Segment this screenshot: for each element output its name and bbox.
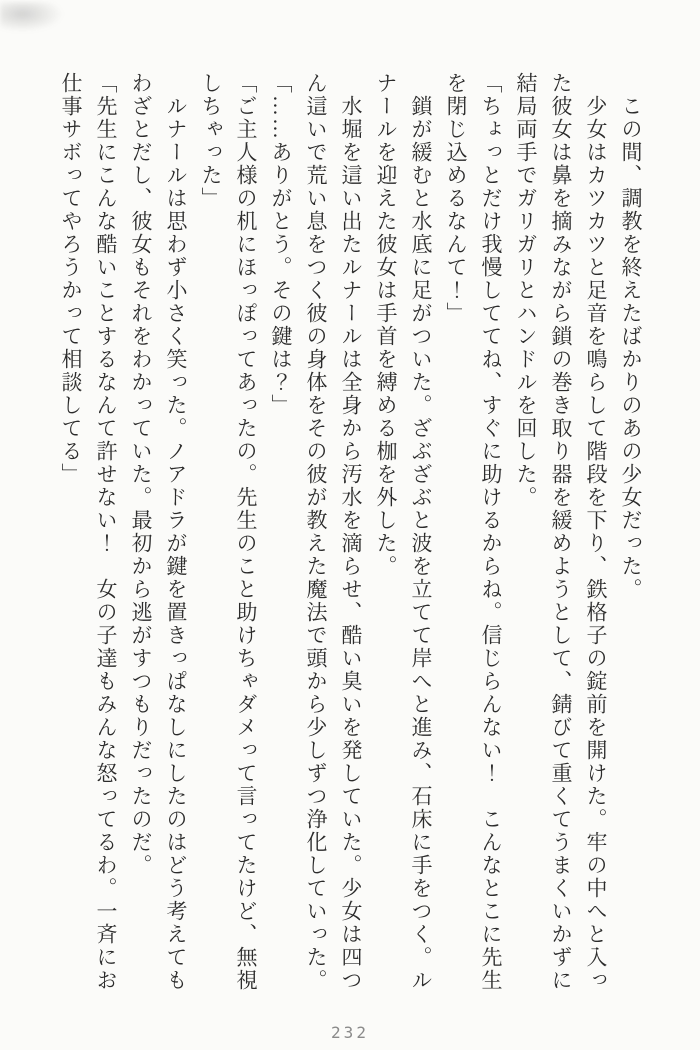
text-line: 結局両手でガリガリとハンドルを回した。	[514, 72, 538, 509]
text-line: 少女はカツカツと足音を鳴らして階段を下り、鉄格子の錠前を開けた。牢の中へと入っ	[584, 72, 608, 992]
scan-smudge-artifact	[0, 2, 64, 32]
text-line: 「ちょっとだけ我慢しててね、すぐに助けるからね。信じらんない！ こんなとこに先生	[479, 72, 503, 992]
text-line: 「先生にこんな酷いことするなんて許せない！ 女の子達もみんな怒ってるわ。一斉にお	[94, 72, 118, 992]
page-number: 232	[331, 1023, 369, 1042]
text-line: ん這いで荒い息をつく彼の身体をその彼が教えた魔法で頭から少しずつ浄化していった。	[304, 72, 328, 992]
text-line: しちゃった」	[199, 72, 223, 210]
body-text	[53, 72, 648, 996]
text-line: を閉じ込めるなんて！」	[444, 72, 468, 325]
text-line: 水堀を這い出たルナールは全身から汚水を滴らせ、酷い臭いを発していた。少女は四つ	[339, 72, 363, 992]
text-line: わざとだし、彼女もそれをわかっていた。最初から逃がすつもりだったのだ。	[129, 72, 153, 877]
text-line: 「……ありがとう。その鍵は？」	[269, 72, 293, 417]
text-line: ナールを迎えた彼女は手首を縛める枷を外した。	[374, 72, 398, 578]
text-line: 仕事サボってやろうかって相談してる」	[59, 72, 83, 486]
text-line: た彼女は鼻を摘みながら鎖の巻き取り器を緩めようとして、錆びて重くてうまくいかずに	[549, 72, 573, 992]
text-line: 「ご主人様の机にほっぽってあったの。先生のこと助けちゃダメって言ってたけど、無視	[234, 72, 258, 992]
text-line: 鎖が緩むと水底に足がついた。ざぶざぶと波を立てて岸へと進み、石床に手をつく。ル	[409, 72, 433, 992]
text-line: この間、調教を終えたばかりのあの少女だった。	[619, 72, 643, 601]
text-line: ルナールは思わず小さく笑った。ノアドラが鍵を置きっぱなしにしたのはどう考えても	[164, 72, 188, 992]
